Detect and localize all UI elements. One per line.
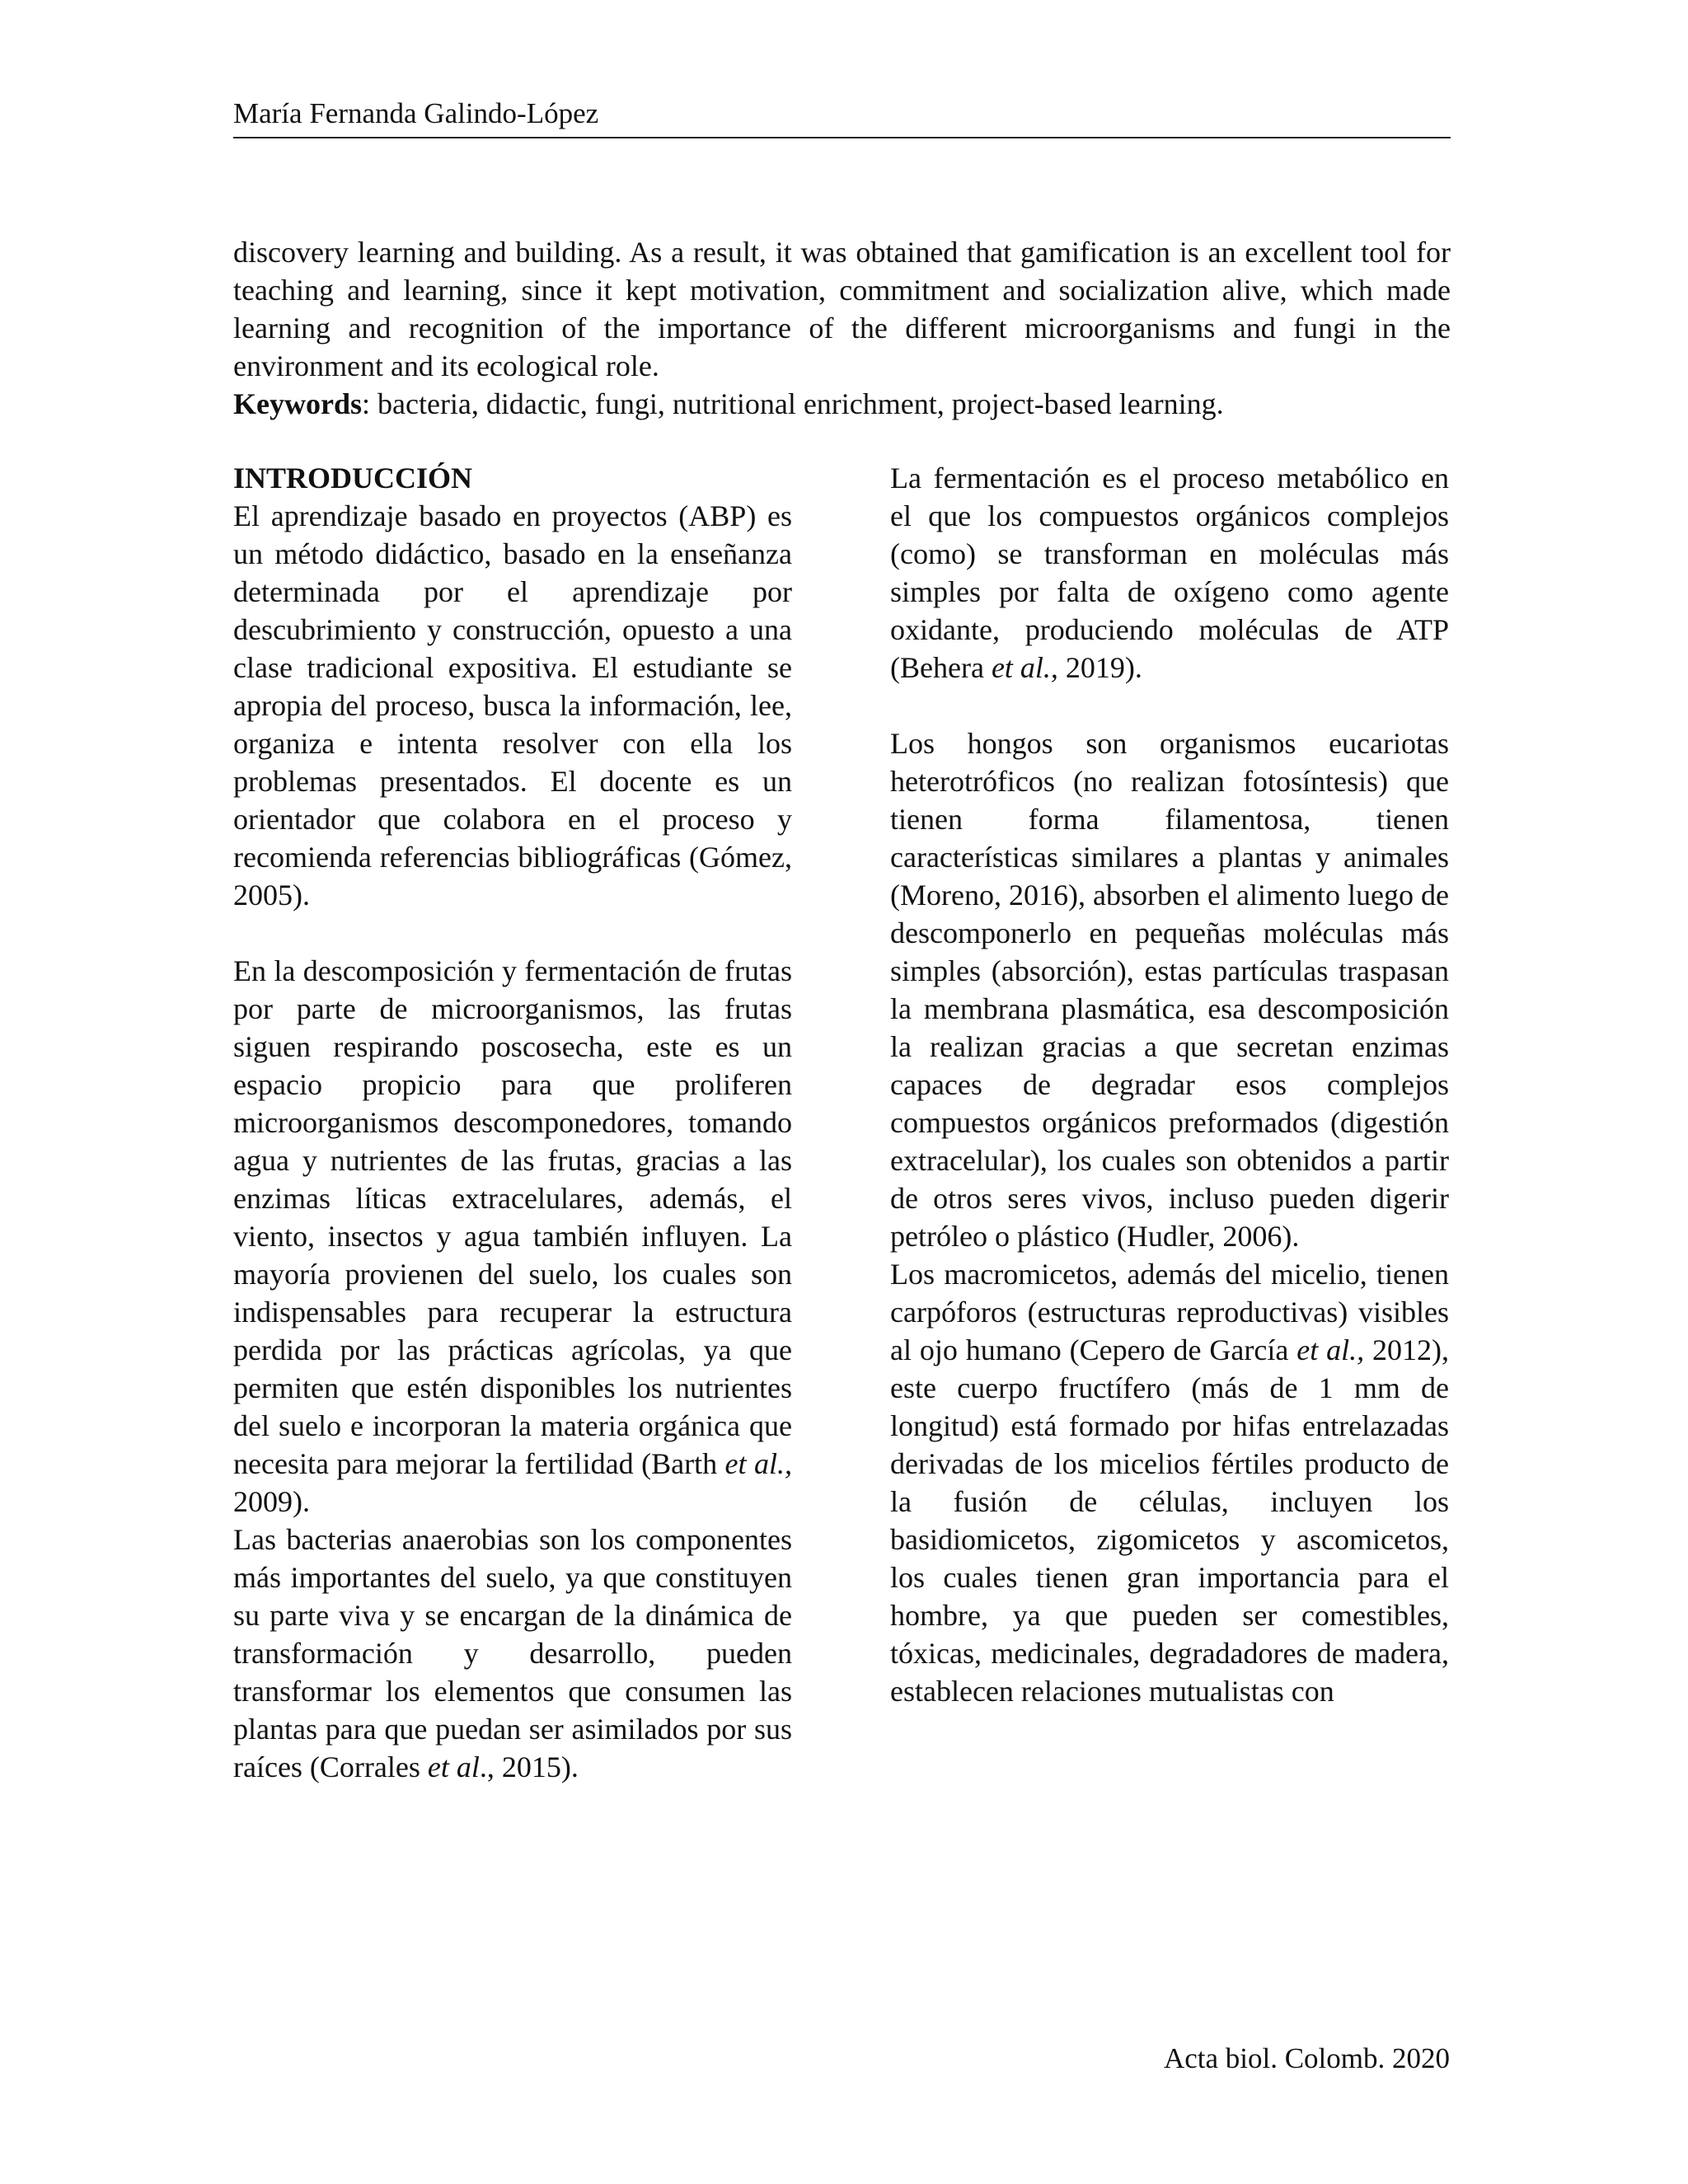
citation-et-al: et al., xyxy=(1296,1333,1365,1366)
paragraph-hongos: Los hongos son organismos eucariotas heterotróficos (no realizan fotosíntesis) que tienen forma filamentosa, tienen características similares a plantas y animales (Moreno, 2016), absorben el alimento luego de descomponerlo en pequeñas moléculas más simples (absorción), estas partículas traspasan la membrana plasmática, esa descomposición la realizan gracias a que secretan enzimas capaces de degradar esos complejos compuestos orgánicos preformados (digestión extracelular), los cuales son obtenidos a partir de otros seres vivos, incluso pueden digerir petróleo o plástico (Hudler, 2006). xyxy=(890,727,1449,1253)
paragraph-macromicetos-text: Los macromicetos, además del micelio, tienen carpóforos (estructuras reproductivas) visibles al ojo humano (Cepero de García xyxy=(890,1258,1449,1366)
citation-year: 2009). xyxy=(233,1485,310,1518)
keywords-label: Keywords xyxy=(233,387,362,420)
left-column xyxy=(233,459,792,1786)
keywords-line xyxy=(233,385,1451,423)
keywords-text: : bacteria, didactic, fungi, nutritional enrichment, project-based learning. xyxy=(362,387,1224,420)
citation-et-al: et al xyxy=(427,1750,480,1783)
citation-year: ., 2015). xyxy=(479,1750,579,1783)
abstract-section xyxy=(233,233,1451,423)
citation-year: 2019). xyxy=(1057,651,1142,684)
footer-journal: Acta biol. Colomb. 2020 xyxy=(1163,2042,1450,2074)
running-footer xyxy=(1164,2042,1450,2075)
citation-et-al: et al., xyxy=(991,651,1058,684)
paragraph-descomposicion xyxy=(233,952,792,1521)
paragraph-bacterias-text: Las bacterias anaerobias son los componentes más importantes del suelo, ya que constituyen su parte viva y se encargan de la dinámica de transformación y desarrollo, pueden transformar los elementos que consumen las plantas para que puedan ser asimilados por sus raíces (Corrales xyxy=(233,1523,792,1783)
citation-et-al: et al., xyxy=(724,1447,793,1480)
paragraph-fermentacion-text: La fermentación es el proceso metabólico en el que los compuestos orgánicos complejos (como) se transforman en moléculas más simples por falta de oxígeno como agente oxidante, produciendo moléculas de ATP (Behera xyxy=(890,462,1449,684)
running-header xyxy=(233,97,1451,138)
paragraph-abp: El aprendizaje basado en proyectos (ABP) es un método didáctico, basado en la enseñanza determinada por el aprendizaje por descubrimiento y construcción, opuesto a una clase tradicional expositiva. El estudiante se apropia del proceso, busca la información, lee, organiza e intenta resolver con ella los problemas presentados. El docente es un orientador que colabora en el proceso y recomienda referencias bibliográficas (Gómez, 2005). xyxy=(233,499,792,912)
paragraph-fermentacion xyxy=(890,459,1449,687)
paragraph-macromicetos-cont: 2012), este cuerpo fructífero (más de 1 mm de longitud) está formado por hifas entrelazadas derivadas de los micelios fértiles producto de la fusión de células, incluyen los basidiomicetos, zigomicetos y ascomicetos, los cuales tienen gran importancia para el hombre, ya que pueden ser comestibles, tóxicas, medicinales, degradadores de madera, establecen relaciones mutualistas con xyxy=(890,1333,1449,1708)
paragraph-macromicetos xyxy=(890,1255,1449,1710)
section-heading-introduccion: INTRODUCCIÓN xyxy=(233,462,473,494)
right-column xyxy=(890,459,1449,1710)
header-author: María Fernanda Galindo-López xyxy=(233,97,599,129)
paragraph-descomposicion-text: En la descomposición y fermentación de frutas por parte de microorganismos, las frutas siguen respirando poscosecha, este es un espacio propicio para que proliferen microorganismos descomponedores, tomando agua y nutrientes de las frutas, gracias a las enzimas líticas extracelulares, además, el viento, insectos y agua también influyen. La mayoría provienen del suelo, los cuales son indispensables para recuperar la estructura perdida por las prácticas agrícolas, ya que permiten que estén disponibles los nutrientes del suelo e incorporan la materia orgánica que necesita para mejorar la fertilidad (Barth xyxy=(233,954,792,1480)
abstract-text: discovery learning and building. As a result, it was obtained that gamification is an excellent tool for teaching and learning, since it kept motivation, commitment and socialization alive, which made learning and recognition of the importance of the different microorganisms and fungi in the environment and its ecological role. xyxy=(233,236,1451,382)
paragraph-bacterias xyxy=(233,1521,792,1786)
